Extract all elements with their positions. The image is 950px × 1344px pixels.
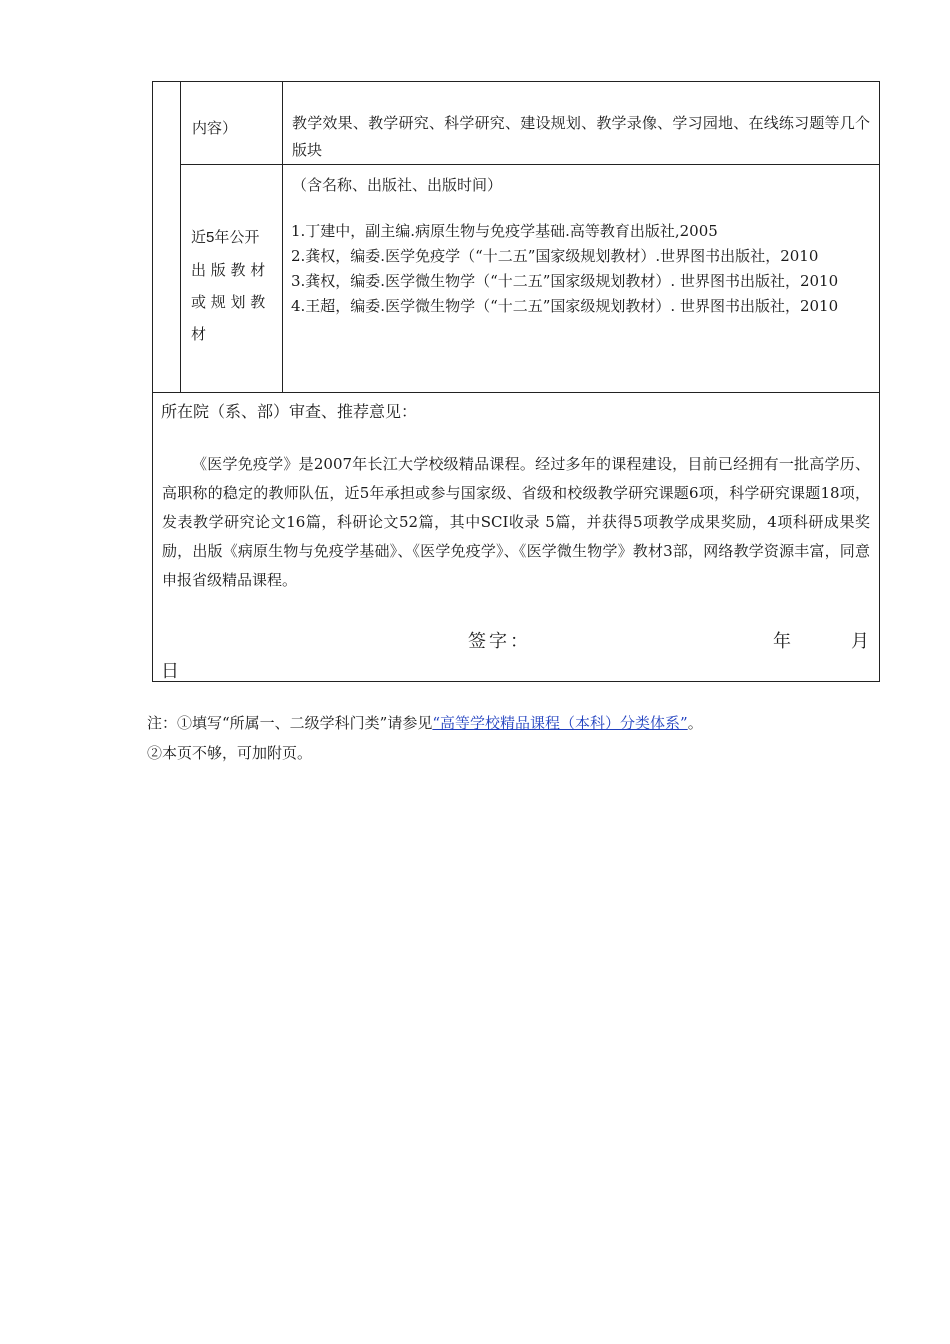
list-item: 4.王超，编委.医学微生物学（“十二五”国家级规划教材）. 世界图书出版社，2010 — [291, 297, 839, 315]
classification-link[interactable]: “高等学校精品课程（本科）分类体系” — [432, 714, 688, 732]
textbook-list — [291, 219, 871, 319]
footnote-1-suffix: 。 — [687, 714, 703, 732]
table-section-divider — [152, 392, 880, 393]
signature-label: 签字： — [468, 631, 531, 652]
list-item: 2.龚权，编委.医学免疫学（“十二五”国家级规划教材）.世界图书出版社，2010 — [291, 247, 819, 265]
opinion-body: 《医学免疫学》是2007年长江大学校级精品课程。经过多年的课程建设，目前已经拥有一批高学历、高职称的稳定的教师队伍，近5年承担或参与国家级、省级和校级教学研究课题6项，科学研究课题18项，发表教学研究论文16篇，科研论文52篇，其中SCI收录 5篇，并获得5项教学成果奖励，4项科研成果奖励，出版《病原生物与免疫学基础》、《医学免疫学》、《医学微生物学》教材3部，网络教学资源丰富，同意申报省级精品课程。 — [162, 455, 870, 589]
month-label: 月 — [851, 631, 869, 652]
row1-content: 教学效果、教学研究、科学研究、建设规划、教学录像、学习园地、在线练习题等几个版块 — [292, 114, 870, 159]
row2-label-line: 出 版 教 材 — [191, 261, 266, 279]
row2-label-line: 近5年公开 — [191, 229, 260, 246]
table-divider-left — [180, 81, 181, 392]
list-item: 1.丁建中，副主编.病原生物与免疫学基础.高等教育出版社,2005 — [291, 222, 718, 240]
footnote-1 — [147, 709, 703, 737]
row2-note: （含名称、出版社、出版时间） — [292, 176, 503, 194]
row2-label — [191, 222, 273, 350]
year-label: 年 — [773, 631, 791, 652]
row1-label: 内容） — [192, 119, 238, 137]
footnote-2: ②本页不够，可加附页。 — [147, 744, 313, 762]
table-row-divider — [180, 164, 880, 165]
list-item: 3.龚权，编委.医学微生物学（“十二五”国家级规划教材）. 世界图书出版社，2010 — [291, 272, 839, 290]
table-divider-middle — [282, 81, 283, 392]
day-label: 日 — [161, 661, 179, 682]
row2-label-line: 或 规 划 教 — [191, 293, 266, 311]
footnote-1-prefix: 注：①填写“所属一、二级学科门类”请参见 — [147, 714, 433, 732]
row2-label-line: 材 — [191, 325, 207, 343]
opinion-heading: 所在院（系、部）审查、推荐意见： — [161, 402, 418, 421]
